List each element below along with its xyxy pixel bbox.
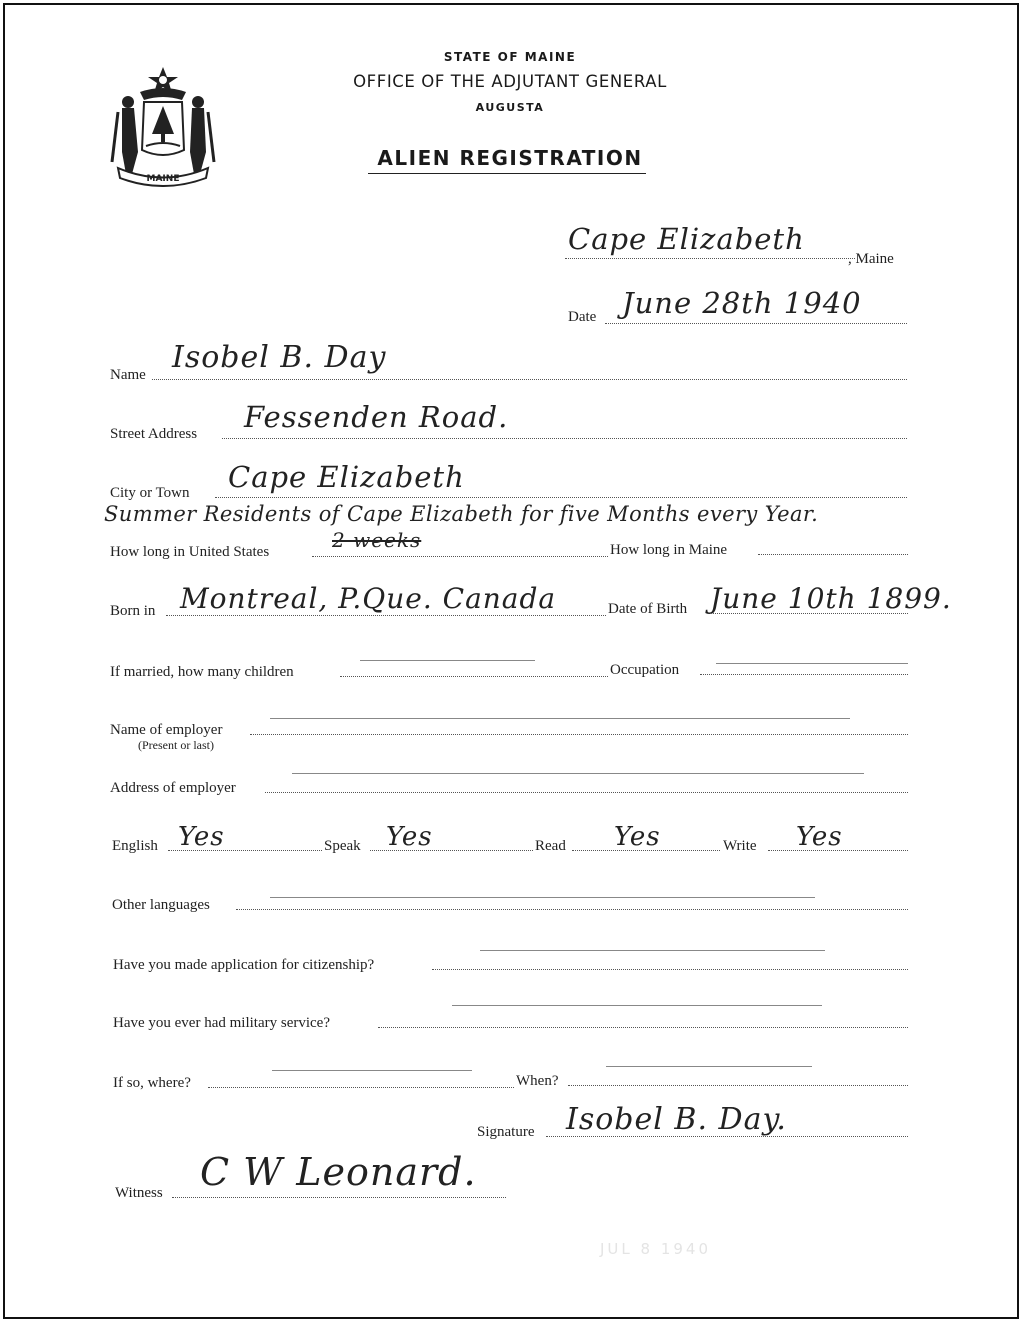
- other-languages-label: Other languages: [112, 897, 210, 913]
- read-value: Yes: [614, 822, 661, 852]
- employer-label: Name of employer: [110, 722, 223, 738]
- where-label: If so, where?: [113, 1075, 191, 1091]
- employer-dash: [270, 718, 850, 719]
- residence-note: Summer Residents of Cape Elizabeth for five Months every Year.: [104, 502, 819, 526]
- witness-label: Witness: [115, 1185, 163, 1201]
- signature-value: Isobel B. Day.: [566, 1102, 787, 1137]
- when-dash: [606, 1066, 812, 1067]
- married-dash: [360, 660, 535, 661]
- street-value: Fessenden Road.: [244, 400, 509, 434]
- speak-value: Yes: [386, 822, 433, 852]
- employer-address-label: Address of employer: [110, 780, 236, 796]
- street-label: Street Address: [110, 426, 198, 442]
- signature-line: [546, 1136, 908, 1137]
- how-long-us-value: 2 weeks: [332, 528, 422, 552]
- employer-sublabel: (Present or last): [138, 738, 214, 752]
- citizenship-dash: [480, 950, 825, 951]
- town-line: [565, 258, 855, 259]
- date-label: Date: [568, 309, 597, 325]
- citizenship-line: [432, 969, 908, 970]
- signature-label: Signature: [477, 1124, 535, 1140]
- married-line: [340, 676, 608, 677]
- english-value: Yes: [178, 822, 225, 852]
- other-languages-line: [236, 909, 908, 910]
- name-line: [152, 379, 907, 380]
- header-state: STATE OF MAINE: [443, 50, 577, 64]
- write-line: [768, 850, 908, 851]
- maine-label: , Maine: [848, 251, 894, 267]
- other-languages-dash: [270, 897, 815, 898]
- how-long-us-line: [312, 556, 608, 557]
- speak-line: [370, 850, 533, 851]
- page-border: [3, 3, 1019, 1319]
- header-office: OFFICE OF THE ADJUTANT GENERAL: [353, 72, 667, 91]
- form-title: ALIEN REGISTRATION: [377, 146, 643, 170]
- street-line: [222, 438, 907, 439]
- witness-line: [172, 1197, 506, 1198]
- born-in-line: [166, 615, 606, 616]
- military-dash: [452, 1005, 822, 1006]
- military-line: [378, 1027, 908, 1028]
- when-label: When?: [516, 1073, 559, 1089]
- write-value: Yes: [796, 822, 843, 852]
- employer-line: [250, 734, 908, 735]
- dob-label: Date of Birth: [608, 601, 688, 617]
- married-label: If married, how many children: [110, 664, 294, 680]
- english-label: English: [112, 838, 158, 854]
- english-line: [168, 850, 322, 851]
- dob-line: [710, 613, 908, 614]
- when-line: [568, 1085, 908, 1086]
- date-line: [605, 323, 907, 324]
- occupation-line: [700, 674, 908, 675]
- received-stamp: JUL 8 1940: [600, 1240, 712, 1258]
- how-long-maine-line: [758, 554, 908, 555]
- seal-lettering: MAINE: [146, 174, 180, 184]
- where-dash: [272, 1070, 472, 1071]
- city-label: City or Town: [110, 485, 190, 501]
- where-line: [208, 1087, 514, 1088]
- born-in-value: Montreal, P.Que. Canada: [180, 582, 557, 615]
- city-line: [215, 497, 907, 498]
- employer-address-line: [265, 792, 908, 793]
- read-line: [572, 850, 720, 851]
- name-value: Isobel B. Day: [172, 340, 387, 375]
- dob-value: June 10th 1899.: [710, 582, 952, 615]
- read-label: Read: [535, 838, 566, 854]
- how-long-us-label: How long in United States: [110, 544, 270, 560]
- title-underline: [368, 173, 646, 174]
- occupation-dash: [716, 663, 908, 664]
- witness-value: C W Leonard.: [200, 1150, 477, 1194]
- born-in-label: Born in: [110, 603, 156, 619]
- how-long-maine-label: How long in Maine: [610, 542, 728, 558]
- date-value: June 28th 1940: [622, 286, 862, 320]
- maine-state-seal-icon: [108, 62, 218, 187]
- citizenship-label: Have you made application for citizenship?: [113, 957, 375, 973]
- write-label: Write: [723, 838, 757, 854]
- military-label: Have you ever had military service?: [113, 1015, 330, 1031]
- employer-address-dash: [292, 773, 864, 774]
- town-value: Cape Elizabeth: [568, 222, 805, 256]
- name-label: Name: [110, 367, 146, 383]
- speak-label: Speak: [324, 838, 361, 854]
- header-city: AUGUSTA: [475, 101, 545, 114]
- occupation-label: Occupation: [610, 662, 680, 678]
- city-value: Cape Elizabeth: [228, 460, 465, 494]
